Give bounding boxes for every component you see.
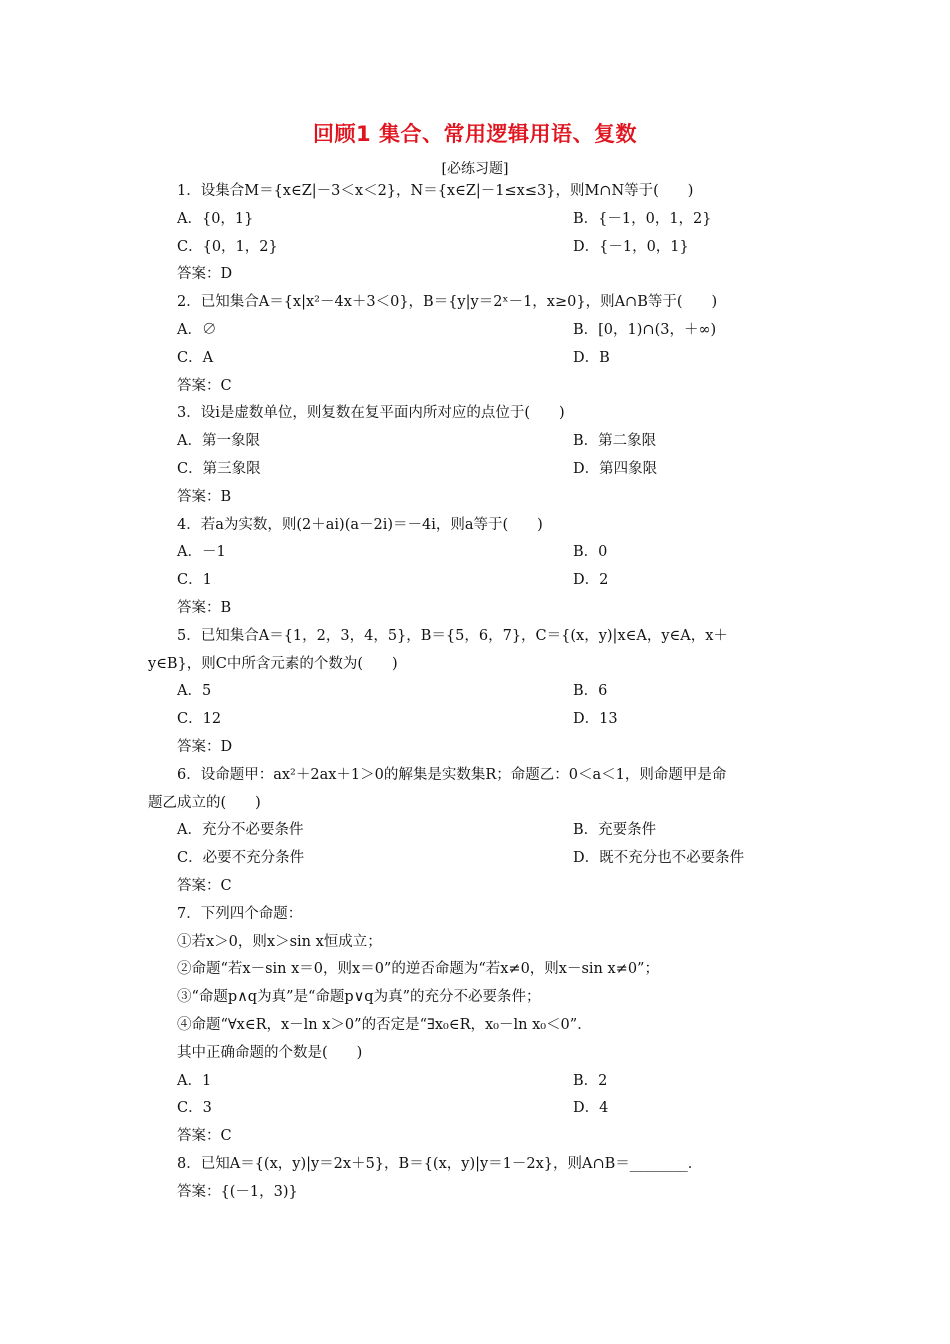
answer-option: A．1 xyxy=(177,1073,212,1089)
answer-option: B．充要条件 xyxy=(573,822,657,838)
question-stem-line: 6．设命题甲：ax²＋2ax＋1＞0的解集是实数集R；命题乙：0＜a＜1，则命题甲是命 xyxy=(177,767,727,783)
question-stem-line: 2．已知集合A＝{x|x²－4x＋3＜0}，B＝{y|y＝2ˣ－1，x≥0}，则A∩B等于( ) xyxy=(177,294,718,310)
answer-option: A．第一象限 xyxy=(177,433,260,449)
answer-option: A．充分不必要条件 xyxy=(177,822,304,838)
question-stem-line: ④命题“∀x∈R，x－ln x＞0”的否定是“∃x₀∈R，x₀－ln x₀＜0”． xyxy=(177,1017,592,1033)
question-stem-line: ①若x＞0，则x＞sin x恒成立； xyxy=(177,934,382,950)
answer-key: 答案：B xyxy=(177,600,232,616)
answer-option: D．13 xyxy=(573,711,618,727)
answer-option: B．[0，1)∩(3，＋∞) xyxy=(573,322,717,338)
question-stem-line: 3．设i是虚数单位，则复数在复平面内所对应的点位于( ) xyxy=(177,405,565,421)
question-stem-line: ③“命题p∧q为真”是“命题p∨q为真”的充分不必要条件； xyxy=(177,989,541,1005)
answer-key: 答案：D xyxy=(177,739,233,755)
answer-option: D．4 xyxy=(573,1100,609,1116)
answer-option: D．第四象限 xyxy=(573,461,658,477)
answer-option: D．B xyxy=(573,350,610,366)
answer-option: B．第二象限 xyxy=(573,433,657,449)
answer-option: A．－1 xyxy=(177,544,226,560)
answer-option: A．5 xyxy=(177,683,212,699)
answer-option: B．2 xyxy=(573,1073,608,1089)
section-subtitle: [必练习题] xyxy=(441,161,509,177)
answer-option: C．A xyxy=(177,350,214,366)
answer-option: A．∅ xyxy=(177,322,217,338)
answer-option: B．{－1，0，1，2} xyxy=(573,211,712,227)
answer-option: B．6 xyxy=(573,683,608,699)
question-stem-line: 其中正确命题的个数是( ) xyxy=(177,1045,363,1061)
answer-option: C．{0，1，2} xyxy=(177,239,278,255)
answer-option: C．必要不充分条件 xyxy=(177,850,305,866)
answer-key: 答案：C xyxy=(177,1128,232,1144)
answer-option: C．12 xyxy=(177,711,222,727)
question-stem-line: 4．若a为实数，则(2＋ai)(a－2i)＝－4i，则a等于( ) xyxy=(177,517,543,533)
answer-key: 答案：C xyxy=(177,378,232,394)
question-stem-line: 题乙成立的( ) xyxy=(148,795,261,811)
page-title: 回顾1 集合、常用逻辑用语、复数 xyxy=(313,122,637,146)
answer-key: 答案：C xyxy=(177,878,232,894)
question-stem-line: 5．已知集合A＝{1，2，3，4，5}，B＝{5，6，7}，C＝{(x，y)|x∈A，y∈A，x＋ xyxy=(177,628,728,644)
question-stem-line: ②命题“若x－sin x＝0，则x＝0”的逆否命题为“若x≠0，则x－sin x≠0”； xyxy=(177,961,659,977)
answer-option: C．1 xyxy=(177,572,212,588)
question-stem-line: 7．下列四个命题： xyxy=(177,906,303,922)
answer-option: A．{0，1} xyxy=(177,211,254,227)
answer-option: B．0 xyxy=(573,544,608,560)
question-stem-line: 8．已知A＝{(x，y)|y＝2x＋5}，B＝{(x，y)|y＝1－2x}，则A∩B＝________． xyxy=(177,1156,703,1172)
answer-key: 答案：D xyxy=(177,266,233,282)
answer-key: 答案：B xyxy=(177,489,232,505)
answer-option: C．第三象限 xyxy=(177,461,261,477)
question-stem-line: 1．设集合M＝{x∈Z|－3＜x＜2}，N＝{x∈Z|－1≤x≤3}，则M∩N等于( ) xyxy=(177,183,694,199)
answer-option: D．既不充分也不必要条件 xyxy=(573,850,745,866)
answer-option: D．{－1，0，1} xyxy=(573,239,689,255)
answer-option: C．3 xyxy=(177,1100,212,1116)
answer-option: D．2 xyxy=(573,572,609,588)
question-stem-line: y∈B}，则C中所含元素的个数为( ) xyxy=(148,656,398,672)
answer-key: 答案：{(－1，3)} xyxy=(177,1184,298,1200)
